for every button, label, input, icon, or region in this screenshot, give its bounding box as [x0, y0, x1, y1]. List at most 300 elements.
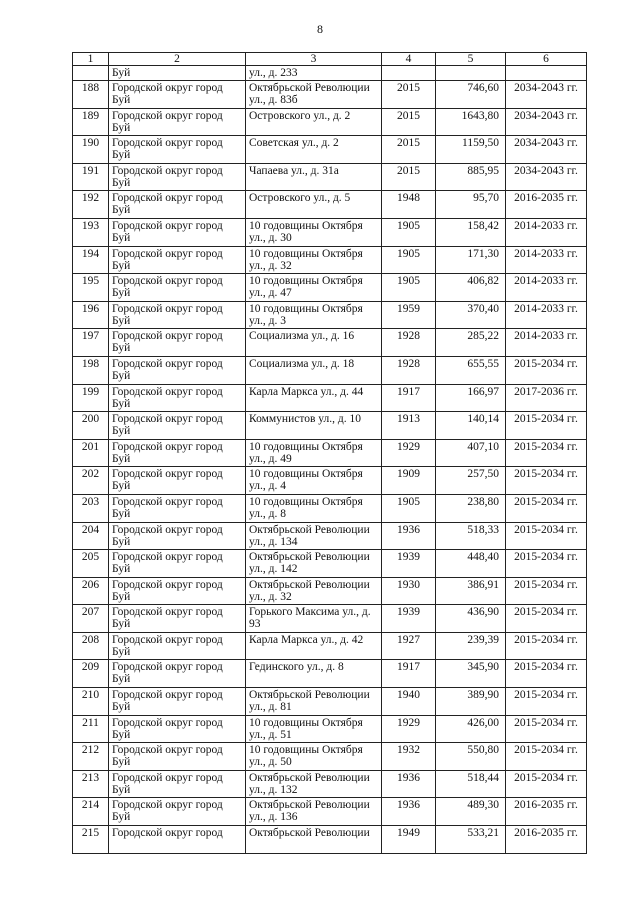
- period-cell: 2014-2033 гг.: [506, 329, 587, 357]
- municipality-line-2: Буй: [112, 452, 131, 465]
- area-cell: 533,21: [436, 826, 506, 854]
- table-row: [73, 688, 587, 716]
- address-cell: [246, 246, 382, 274]
- address-line-1: 10 годовщины Октября: [249, 247, 363, 260]
- address-line-2: ул., д. 32: [249, 590, 292, 603]
- address-line-2: ул., д. 136: [249, 811, 298, 824]
- table-row: [73, 467, 587, 495]
- address-cell: [246, 605, 382, 633]
- period-cell: 2014-2033 гг.: [506, 246, 587, 274]
- municipality-cell: [109, 660, 246, 688]
- municipality-line-2: Буй: [112, 590, 131, 603]
- table-row: [73, 522, 587, 550]
- municipality-cell: [109, 605, 246, 633]
- area-cell: 489,30: [436, 798, 506, 826]
- table-row: [73, 439, 587, 467]
- municipality-cell: [109, 163, 246, 191]
- year-cell: 1905: [382, 246, 436, 274]
- row-number: 209: [73, 660, 109, 688]
- municipality-line-2: Буй: [112, 645, 131, 658]
- address-cell: [246, 826, 382, 854]
- table-row: [73, 384, 587, 412]
- address-cell: [246, 577, 382, 605]
- municipality-line-2: Буй: [112, 618, 131, 631]
- address-line-1: Октябрьской Революции: [249, 771, 370, 784]
- address-line-1: 10 годовщины Октября: [249, 744, 363, 757]
- address-cell: [246, 522, 382, 550]
- municipality-line-1: Городской округ город: [112, 633, 223, 646]
- year-cell: 1932: [382, 743, 436, 771]
- municipality-line-1: Городской округ город: [112, 247, 223, 260]
- address-line-1: Социализма ул., д. 16: [249, 330, 355, 343]
- municipality-line-2: Буй: [112, 783, 131, 796]
- row-number: 207: [73, 605, 109, 633]
- area-cell: 386,91: [436, 577, 506, 605]
- table-row: [73, 826, 587, 854]
- year-cell: 1917: [382, 384, 436, 412]
- period-cell: 2015-2034 гг.: [506, 522, 587, 550]
- area-cell: 389,90: [436, 688, 506, 716]
- year-cell: 1928: [382, 329, 436, 357]
- address-line-1: Октябрьской Революции: [249, 523, 370, 536]
- area-cell: 448,40: [436, 550, 506, 578]
- year-cell: 1930: [382, 577, 436, 605]
- header-row: [73, 53, 587, 66]
- period-cell: 2015-2034 гг.: [506, 605, 587, 633]
- municipality-line-2: Буй: [112, 176, 131, 189]
- municipality-line-1: Городской округ город: [112, 82, 223, 94]
- row-number: 188: [73, 81, 109, 109]
- period-cell: 2015-2034 гг.: [506, 688, 587, 716]
- cont-cell-1: [73, 66, 109, 81]
- area-cell: 550,80: [436, 743, 506, 771]
- municipality-line-1: Городской округ город: [112, 661, 223, 674]
- municipality-line-2: Буй: [112, 563, 131, 576]
- municipality-line-2: Буй: [112, 756, 131, 769]
- address-line-1: Горького Максима ул., д.: [249, 606, 371, 619]
- municipality-cell: [109, 191, 246, 219]
- period-cell: 2015-2034 гг.: [506, 715, 587, 743]
- municipality-line-1: Городской округ город: [112, 164, 223, 177]
- municipality-line-1: Городской округ город: [112, 716, 223, 729]
- table-row: [73, 632, 587, 660]
- page-number: 8: [317, 22, 323, 36]
- year-cell: 1936: [382, 770, 436, 798]
- cont-cell-4: [382, 66, 436, 81]
- municipality-line-2: Буй: [112, 369, 131, 382]
- municipality-line-2: Буй: [112, 259, 131, 272]
- row-number: 190: [73, 136, 109, 164]
- table-row: [73, 108, 587, 136]
- table-row: [73, 246, 587, 274]
- municipality-cell: [109, 826, 246, 854]
- address-line-2: ул., д. 132: [249, 783, 298, 796]
- table-row: [73, 218, 587, 246]
- period-cell: 2015-2034 гг.: [506, 577, 587, 605]
- municipality-line-2: Буй: [112, 231, 131, 244]
- address-cell: [246, 660, 382, 688]
- table-row: [73, 743, 587, 771]
- table-row: [73, 770, 587, 798]
- area-cell: 518,44: [436, 770, 506, 798]
- address-cell: [246, 218, 382, 246]
- municipality-line-1: Городской округ город: [112, 275, 223, 288]
- municipality-line-1: Городской округ город: [112, 606, 223, 619]
- address-cell: [246, 412, 382, 440]
- row-number: 213: [73, 770, 109, 798]
- municipality-cell: [109, 246, 246, 274]
- municipality-cell: [109, 329, 246, 357]
- address-line-2: ул., д. 4: [249, 480, 286, 493]
- table-row: [73, 550, 587, 578]
- year-cell: 1936: [382, 522, 436, 550]
- municipality-cell: [109, 632, 246, 660]
- address-line-1: Октябрьской Революции: [249, 799, 370, 812]
- table-row: [73, 81, 587, 109]
- municipality-line-1: Городской округ город: [112, 689, 223, 702]
- address-line-2: ул., д. 81: [249, 701, 292, 714]
- address-cell: [246, 136, 382, 164]
- address-line-1: Октябрьской Революции: [249, 82, 370, 94]
- period-cell: 2015-2034 гг.: [506, 439, 587, 467]
- municipality-line-1: Городской округ город: [112, 219, 223, 232]
- municipality-line-1: Городской округ город: [112, 357, 223, 370]
- row-number: 210: [73, 688, 109, 716]
- year-cell: 2015: [382, 136, 436, 164]
- row-number: 203: [73, 494, 109, 522]
- address-line-1: Карла Маркса ул., д. 44: [249, 385, 364, 398]
- row-number: 195: [73, 274, 109, 302]
- table-row: [73, 412, 587, 440]
- table-row: [73, 798, 587, 826]
- row-number: 199: [73, 384, 109, 412]
- municipality-line-2: Буй: [112, 728, 131, 741]
- row-number: 189: [73, 108, 109, 136]
- address-line-1: 10 годовщины Октября: [249, 716, 363, 729]
- municipality-line-1: Городской округ город: [112, 109, 223, 122]
- area-cell: 238,80: [436, 494, 506, 522]
- address-cell: [246, 356, 382, 384]
- area-cell: 436,90: [436, 605, 506, 633]
- area-cell: 158,42: [436, 218, 506, 246]
- cont-cell-6: [506, 66, 587, 81]
- row-number: 204: [73, 522, 109, 550]
- year-cell: 1929: [382, 715, 436, 743]
- year-cell: 1905: [382, 218, 436, 246]
- cont-cell-2: Буй: [109, 66, 246, 81]
- address-cell: [246, 715, 382, 743]
- municipality-line-1: Городской округ город: [112, 771, 223, 784]
- area-cell: 140,14: [436, 412, 506, 440]
- year-cell: 1940: [382, 688, 436, 716]
- municipality-line-2: Буй: [112, 314, 131, 327]
- municipality-cell: [109, 136, 246, 164]
- area-cell: 885,95: [436, 163, 506, 191]
- year-cell: 1959: [382, 301, 436, 329]
- period-cell: 2034-2043 гг.: [506, 163, 587, 191]
- address-line-1: 10 годовщины Октября: [249, 468, 363, 481]
- area-cell: 426,00: [436, 715, 506, 743]
- municipality-line-2: Буй: [112, 673, 131, 686]
- municipality-line-2: Буй: [112, 342, 131, 355]
- municipality-line-1: Городской округ город: [112, 468, 223, 481]
- address-line-2: 93: [249, 618, 261, 631]
- municipality-line-1: Городской округ город: [112, 302, 223, 315]
- address-line-1: 10 годовщины Октября: [249, 302, 363, 315]
- municipality-line-2: Буй: [112, 149, 131, 162]
- row-number: 191: [73, 163, 109, 191]
- address-cell: [246, 798, 382, 826]
- area-cell: 1159,50: [436, 136, 506, 164]
- row-number: 192: [73, 191, 109, 219]
- address-line-1: Октябрьской Революции: [249, 689, 370, 702]
- period-cell: 2016-2035 гг.: [506, 826, 587, 854]
- period-cell: 2015-2034 гг.: [506, 467, 587, 495]
- period-cell: 2034-2043 гг.: [506, 108, 587, 136]
- year-cell: 1929: [382, 439, 436, 467]
- table-row: [73, 274, 587, 302]
- municipality-line-2: Буй: [112, 811, 131, 824]
- year-cell: 1948: [382, 191, 436, 219]
- address-line-2: ул., д. 30: [249, 231, 292, 244]
- municipality-line-2: Буй: [112, 287, 131, 300]
- row-number: 196: [73, 301, 109, 329]
- municipality-line-1: Городской округ город: [112, 330, 223, 343]
- row-number: 211: [73, 715, 109, 743]
- table-row: [73, 329, 587, 357]
- table-row: [73, 577, 587, 605]
- address-line-1: Островского ул., д. 2: [249, 109, 351, 122]
- year-cell: 1939: [382, 605, 436, 633]
- table-body: [73, 66, 587, 854]
- table-row: [73, 605, 587, 633]
- address-line-2: ул., д. 134: [249, 535, 298, 548]
- municipality-cell: [109, 715, 246, 743]
- municipality-cell: [109, 439, 246, 467]
- period-cell: 2015-2034 гг.: [506, 660, 587, 688]
- area-cell: 285,22: [436, 329, 506, 357]
- row-number: 212: [73, 743, 109, 771]
- address-cell: [246, 329, 382, 357]
- year-cell: 1936: [382, 798, 436, 826]
- period-cell: 2016-2035 гг.: [506, 798, 587, 826]
- municipality-line-1: Городской округ город: [112, 827, 223, 840]
- table-row: [73, 191, 587, 219]
- address-line-1: Гединского ул., д. 8: [249, 661, 344, 674]
- address-cell: [246, 384, 382, 412]
- municipality-line-1: Городской округ город: [112, 799, 223, 812]
- area-cell: 407,10: [436, 439, 506, 467]
- address-line-2: ул., д. 50: [249, 756, 292, 769]
- municipality-line-2: Буй: [112, 94, 131, 106]
- header-col-2: 2: [109, 53, 246, 66]
- row-number: 202: [73, 467, 109, 495]
- address-line-1: Островского ул., д. 5: [249, 192, 351, 205]
- period-cell: 2015-2034 гг.: [506, 770, 587, 798]
- table-row: [73, 163, 587, 191]
- address-cell: [246, 688, 382, 716]
- period-cell: 2015-2034 гг.: [506, 632, 587, 660]
- year-cell: 1909: [382, 467, 436, 495]
- municipality-line-1: Городской округ город: [112, 413, 223, 426]
- row-number: 208: [73, 632, 109, 660]
- municipality-cell: [109, 743, 246, 771]
- municipality-cell: [109, 522, 246, 550]
- cont-cell-3: ул., д. 233: [246, 66, 382, 81]
- address-line-1: Карла Маркса ул., д. 42: [249, 633, 364, 646]
- municipality-cell: [109, 108, 246, 136]
- period-cell: 2034-2043 гг.: [506, 81, 587, 109]
- area-cell: 166,97: [436, 384, 506, 412]
- year-cell: 1913: [382, 412, 436, 440]
- table-row: [73, 660, 587, 688]
- table-row: [73, 301, 587, 329]
- continuation-row: [73, 66, 587, 81]
- housing-table: [72, 52, 587, 854]
- area-cell: 257,50: [436, 467, 506, 495]
- municipality-line-2: Буй: [112, 425, 131, 438]
- period-cell: 2015-2034 гг.: [506, 550, 587, 578]
- address-cell: [246, 494, 382, 522]
- row-number: 194: [73, 246, 109, 274]
- period-cell: 2014-2033 гг.: [506, 218, 587, 246]
- municipality-cell: [109, 770, 246, 798]
- address-line-1: Октябрьской Революции: [249, 578, 370, 591]
- municipality-cell: [109, 467, 246, 495]
- address-line-2: ул., д. 83б: [249, 94, 298, 106]
- area-cell: 655,55: [436, 356, 506, 384]
- row-number: 215: [73, 826, 109, 854]
- address-line-1: 10 годовщины Октября: [249, 275, 363, 288]
- area-cell: 239,39: [436, 632, 506, 660]
- table-row: [73, 494, 587, 522]
- row-number: 214: [73, 798, 109, 826]
- municipality-line-1: Городской округ город: [112, 495, 223, 508]
- municipality-line-1: Городской округ город: [112, 137, 223, 150]
- table-row: [73, 715, 587, 743]
- area-cell: 171,30: [436, 246, 506, 274]
- year-cell: 1928: [382, 356, 436, 384]
- municipality-cell: [109, 550, 246, 578]
- address-cell: [246, 274, 382, 302]
- cont-cell-5: [436, 66, 506, 81]
- address-cell: [246, 439, 382, 467]
- year-cell: 1939: [382, 550, 436, 578]
- year-cell: 1905: [382, 494, 436, 522]
- period-cell: 2015-2034 гг.: [506, 356, 587, 384]
- municipality-cell: [109, 218, 246, 246]
- municipality-line-2: Буй: [112, 507, 131, 520]
- year-cell: 2015: [382, 163, 436, 191]
- area-cell: 1643,80: [436, 108, 506, 136]
- municipality-line-2: Буй: [112, 121, 131, 134]
- municipality-line-1: Городской округ город: [112, 578, 223, 591]
- period-cell: 2015-2034 гг.: [506, 412, 587, 440]
- address-line-1: Чапаева ул., д. 31а: [249, 164, 339, 177]
- address-line-1: Октябрьской Революции: [249, 827, 370, 840]
- year-cell: 1905: [382, 274, 436, 302]
- area-cell: 406,82: [436, 274, 506, 302]
- year-cell: 1917: [382, 660, 436, 688]
- address-line-2: ул., д. 8: [249, 507, 286, 520]
- year-cell: 2015: [382, 108, 436, 136]
- period-cell: 2016-2035 гг.: [506, 191, 587, 219]
- address-line-2: ул., д. 47: [249, 287, 292, 300]
- area-cell: 95,70: [436, 191, 506, 219]
- municipality-line-1: Городской округ город: [112, 385, 223, 398]
- municipality-line-2: Буй: [112, 535, 131, 548]
- address-line-2: ул., д. 142: [249, 563, 298, 576]
- area-cell: 518,33: [436, 522, 506, 550]
- period-cell: 2017-2036 гг.: [506, 384, 587, 412]
- area-cell: 370,40: [436, 301, 506, 329]
- address-line-2: ул., д. 49: [249, 452, 292, 465]
- municipality-cell: [109, 577, 246, 605]
- municipality-cell: [109, 81, 246, 109]
- row-number: 198: [73, 356, 109, 384]
- period-cell: 2034-2043 гг.: [506, 136, 587, 164]
- area-cell: 345,90: [436, 660, 506, 688]
- municipality-line-2: Буй: [112, 701, 131, 714]
- municipality-line-1: Городской округ город: [112, 192, 223, 205]
- address-cell: [246, 81, 382, 109]
- municipality-cell: [109, 412, 246, 440]
- address-line-1: Коммунистов ул., д. 10: [249, 413, 361, 426]
- address-cell: [246, 467, 382, 495]
- address-line-2: ул., д. 3: [249, 314, 286, 327]
- municipality-line-2: Буй: [112, 204, 131, 217]
- municipality-line-1: Городской округ город: [112, 744, 223, 757]
- municipality-line-2: Буй: [112, 397, 131, 410]
- municipality-cell: [109, 384, 246, 412]
- address-cell: [246, 632, 382, 660]
- municipality-cell: [109, 494, 246, 522]
- header-col-1: 1: [73, 53, 109, 66]
- header-col-4: 4: [382, 53, 436, 66]
- table-row: [73, 356, 587, 384]
- row-number: 197: [73, 329, 109, 357]
- table-row: [73, 136, 587, 164]
- municipality-line-1: Городской округ город: [112, 551, 223, 564]
- address-cell: [246, 743, 382, 771]
- municipality-cell: [109, 301, 246, 329]
- address-line-1: 10 годовщины Октября: [249, 219, 363, 232]
- address-cell: [246, 770, 382, 798]
- address-line-2: ул., д. 32: [249, 259, 292, 272]
- period-cell: 2015-2034 гг.: [506, 494, 587, 522]
- period-cell: 2014-2033 гг.: [506, 301, 587, 329]
- header-col-6: 6: [506, 53, 587, 66]
- municipality-line-2: Буй: [112, 480, 131, 493]
- address-line-2: ул., д. 51: [249, 728, 292, 741]
- municipality-line-1: Городской округ город: [112, 523, 223, 536]
- header-col-3: 3: [246, 53, 382, 66]
- address-cell: [246, 301, 382, 329]
- address-cell: [246, 108, 382, 136]
- municipality-cell: [109, 688, 246, 716]
- address-cell: [246, 550, 382, 578]
- municipality-cell: [109, 356, 246, 384]
- address-line-1: Социализма ул., д. 18: [249, 357, 355, 370]
- year-cell: 2015: [382, 81, 436, 109]
- municipality-cell: [109, 798, 246, 826]
- row-number: 201: [73, 439, 109, 467]
- row-number: 205: [73, 550, 109, 578]
- area-cell: 746,60: [436, 81, 506, 109]
- address-line-1: Советская ул., д. 2: [249, 137, 339, 150]
- municipality-line-1: Городской округ город: [112, 440, 223, 453]
- address-line-1: 10 годовщины Октября: [249, 495, 363, 508]
